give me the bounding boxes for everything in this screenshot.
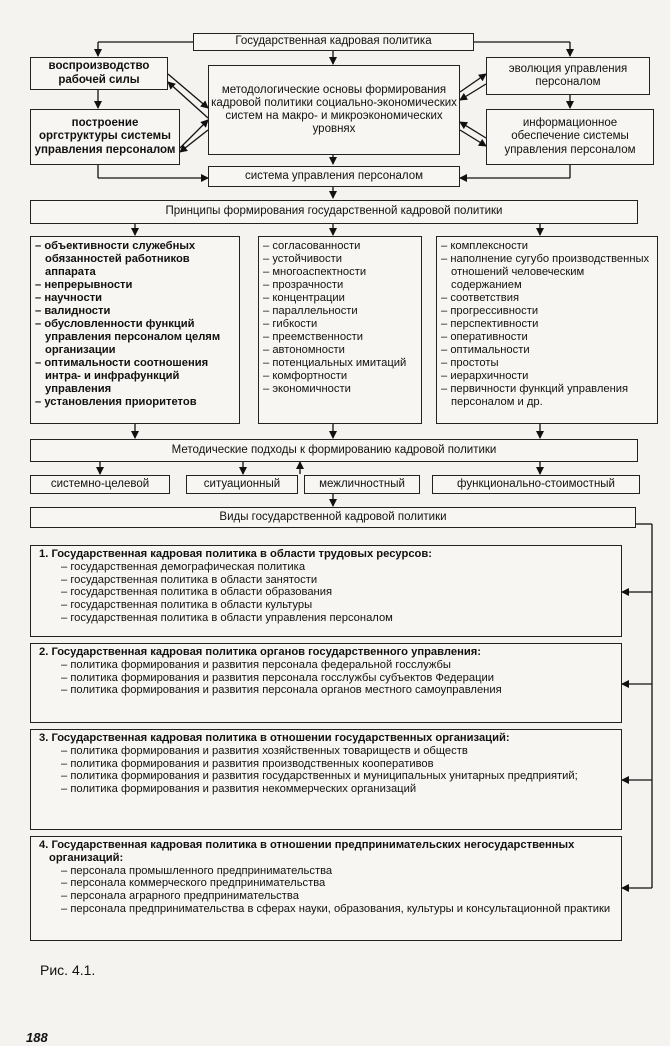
principle-item: – прозрачности	[263, 278, 344, 291]
type-item: – политика формирования и развития хозяйственных товариществ и обществ	[61, 744, 468, 757]
type-item: – политика формирования и развития некоммерческих организаций	[61, 783, 417, 796]
principle-item: – обусловленности функций управления персоналом целям организации	[35, 317, 221, 356]
principle-item: – объективности служебных обязанностей работников аппарата	[35, 240, 196, 278]
methods-box: методологические основы формирования кадровой политики социально-экономических систем на макро- и микроэкономических уровнях	[208, 65, 460, 155]
principle-item: – простоты	[441, 356, 499, 369]
type-item: – персонала аграрного предпринимательства	[61, 890, 299, 903]
principle-item: – прогрессивности	[441, 304, 539, 317]
principle-item: – гибкости	[263, 317, 318, 330]
principles-title-box: Принципы формирования государственной кадровой политики	[30, 200, 638, 224]
principle-item: – потенциальных имитаций	[263, 356, 407, 369]
approach-interpersonal: межличностный	[304, 475, 420, 494]
principle-item: – наполнение сугубо производственных отношений человеческим содержанием	[441, 252, 650, 291]
approach-situational: ситуационный	[186, 475, 298, 494]
type-item: – государственная политика в области занятости	[61, 573, 318, 586]
principle-item: – экономичности	[263, 382, 351, 395]
type-box-2	[30, 643, 622, 723]
principle-item: – оптимальности	[441, 343, 530, 356]
approach-systemic-target: системно-целевой	[30, 475, 170, 494]
type-item: – политика формирования и развития персонала органов местного самоуправления	[61, 684, 502, 697]
type-item: – политика формирования и развития персонала федеральной госслужбы	[61, 658, 451, 671]
principle-item: – непрерывности	[35, 278, 133, 291]
principle-item: – соответствия	[441, 291, 520, 304]
principle-item: – комфортности	[263, 369, 348, 382]
type-item: – персонала предпринимательства в сферах науки, образования, культуры и консультационной практики	[61, 902, 611, 915]
right-top-box: эволюция управления персоналом	[486, 57, 650, 95]
type-box-3	[30, 729, 622, 830]
principle-item: – научности	[35, 291, 103, 304]
type-item: – персонала промышленного предпринимательства	[61, 864, 333, 877]
type-item: – политика формирования и развития производственных кооперативов	[61, 757, 434, 770]
type-heading: 1. Государственная кадровая политика в области трудовых ресурсов:	[39, 548, 432, 560]
principle-item: – оперативности	[441, 330, 528, 343]
type-heading: 4. Государственная кадровая политика в отношении предпринимательских негосударственных организаций:	[39, 839, 575, 864]
type-item: – государственная политика в области управления персоналом	[61, 611, 393, 624]
left-bottom-box: построение оргструктуры системы управления персоналом	[30, 109, 180, 165]
principle-item: – первичности функций управления персоналом и др.	[441, 382, 629, 408]
page-number: 188	[26, 1030, 48, 1045]
principle-item: – установления приоритетов	[35, 395, 197, 408]
principles-column-3	[436, 236, 658, 424]
principle-item: – многоаспектности	[263, 265, 367, 278]
figure-caption: Рис. 4.1.	[40, 962, 96, 978]
principle-item: – перспективности	[441, 317, 539, 330]
type-item: – государственная политика в области культуры	[61, 599, 313, 612]
title-text: Государственная кадровая политика	[235, 35, 432, 48]
principle-item: – параллельности	[263, 304, 358, 317]
type-box-4	[30, 836, 622, 941]
principle-item: – устойчивости	[263, 252, 342, 265]
type-box-1	[30, 545, 622, 637]
principle-item: – преемственности	[263, 330, 364, 343]
approaches-title-box: Методические подходы к формированию кадровой политики	[30, 439, 638, 462]
principle-item: – иерархичности	[441, 369, 529, 382]
principle-item: – комплексности	[441, 240, 529, 252]
principles-column-1	[30, 236, 240, 424]
title-box	[193, 33, 474, 51]
principle-item: – оптимальности соотношения интра- и инфрафункций управления	[35, 356, 209, 395]
types-title-box: Виды государственной кадровой политики	[30, 507, 636, 528]
type-heading: 3. Государственная кадровая политика в отношении государственных организаций:	[39, 732, 510, 744]
type-item: – государственная политика в области образования	[61, 586, 333, 599]
type-item: – политика формирования и развития государственных и муниципальных унитарных предприятий;	[61, 770, 578, 783]
type-item: – персонала коммерческого предпринимательства	[61, 877, 326, 890]
system-box: система управления персоналом	[208, 166, 460, 187]
type-item: – политика формирования и развития персонала госслужбы субъектов Федерации	[61, 671, 494, 684]
left-top-box: воспроизводство рабочей силы	[30, 57, 168, 90]
type-item: – государственная демографическая политика	[61, 560, 306, 573]
principle-item: – автономности	[263, 343, 345, 356]
principles-column-2	[258, 236, 422, 424]
approach-functional-cost: функционально-стоимостный	[432, 475, 640, 494]
right-bottom-box: информационное обеспечение системы управления персоналом	[486, 109, 654, 165]
principle-item: – концентрации	[263, 291, 345, 304]
principle-item: – валидности	[35, 304, 111, 317]
principle-item: – согласованности	[263, 240, 361, 252]
type-heading: 2. Государственная кадровая политика органов государственного управления:	[39, 646, 481, 658]
